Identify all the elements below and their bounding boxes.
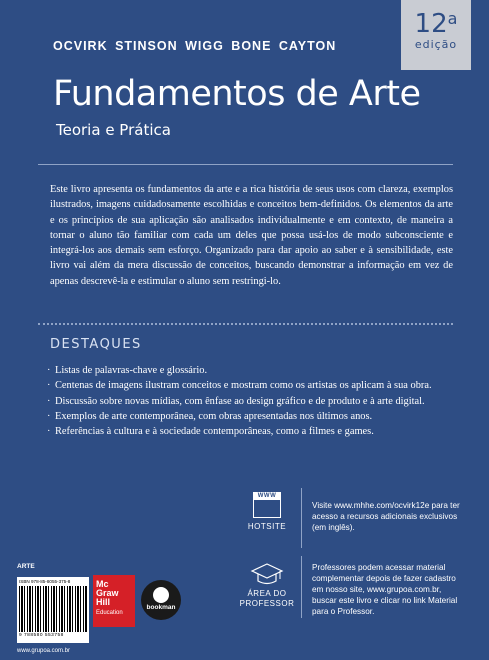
divider-vertical-professor: [301, 556, 302, 618]
list-item: · Listas de palavras-chave e glossário.: [47, 363, 467, 378]
hotsite-text: Visite www.mhhe.com/ocvirk12e para ter acesso a recursos adicionais exclusivos (em inglês).: [312, 501, 460, 532]
isbn-barcode: [17, 577, 89, 643]
list-item: · Discussão sobre novas mídias, com ênfase ao design gráfico e de produto e à arte digital.: [47, 394, 467, 409]
authors: OCVIRK STINSON WIGG BONE CAYTON: [53, 39, 337, 53]
list-item: · Exemplos de arte contemporânea, com obras apresentadas nos últimos anos.: [47, 409, 467, 424]
edition-badge: [401, 0, 471, 70]
hotsite-label: HOTSITE: [247, 522, 287, 531]
barcode: [19, 586, 87, 632]
professor-badge: [237, 562, 297, 609]
bookman-logo: bookman: [141, 580, 181, 620]
publisher-site: www.grupoa.com.br: [17, 648, 71, 654]
divider-dotted: [38, 323, 453, 325]
professor-label: ÁREA DO PROFESSOR: [239, 589, 295, 608]
isbn-text: ISBN 978-85-8055-375-8: [19, 579, 71, 584]
mcgraw-hill-logo: Mc Graw Hill Education: [93, 575, 135, 627]
spine-label: ARTE: [17, 563, 35, 570]
hotsite-badge: [237, 492, 297, 532]
highlights-list: [47, 363, 467, 439]
barcode-number: 9 788580 553758: [19, 633, 64, 638]
edition-number: 12$^a$: [414, 9, 458, 39]
divider-top: [38, 164, 453, 165]
professor-text: Professores podem acessar material complementar depois de fazer cadastro em nosso site, www.grupoa.com.br, buscar este livro e clicar no link Material para o Professor.: [312, 563, 458, 616]
bookman-emblem-icon: [153, 587, 169, 603]
list-item: · Centenas de imagens ilustram conceitos e mostram como os artistas os aplicam à sua obra.: [47, 378, 467, 393]
book-title: Fundamentos de Arte: [53, 74, 421, 114]
highlights-title: DESTAQUES: [50, 337, 142, 352]
description: Este livro apresenta os fundamentos da arte e a rica história de seus usos com clareza, exemplos ilustrados, imagens cuidadosamente escolhidas e conceitos bem-definidos. Os elementos da arte e os princípios de sua aplicação são analisados individualmente e em contexto, de maneira a tornar o aluno tão familiar com cada um deles que possa usá-los de modo subconsciente e integrá-los aos demais sem esforço. Organizado para dar apoio ao saber e à sensibilidade, este livro vai além da mera discussão de conceitos, buscando demonstrar a informação em vez de apenas descrevê-la e estimular o aluno sem restringi-lo.: [50, 184, 453, 287]
book-subtitle: Teoria e Prática: [56, 121, 171, 139]
edition-word: edição: [414, 38, 458, 51]
graduation-cap-icon: [250, 562, 284, 586]
www-icon: WWW: [253, 492, 281, 518]
list-item: · Referências à cultura e à sociedade contemporâneas, como a filmes e games.: [47, 424, 467, 439]
divider-vertical-hotsite: [301, 488, 302, 548]
